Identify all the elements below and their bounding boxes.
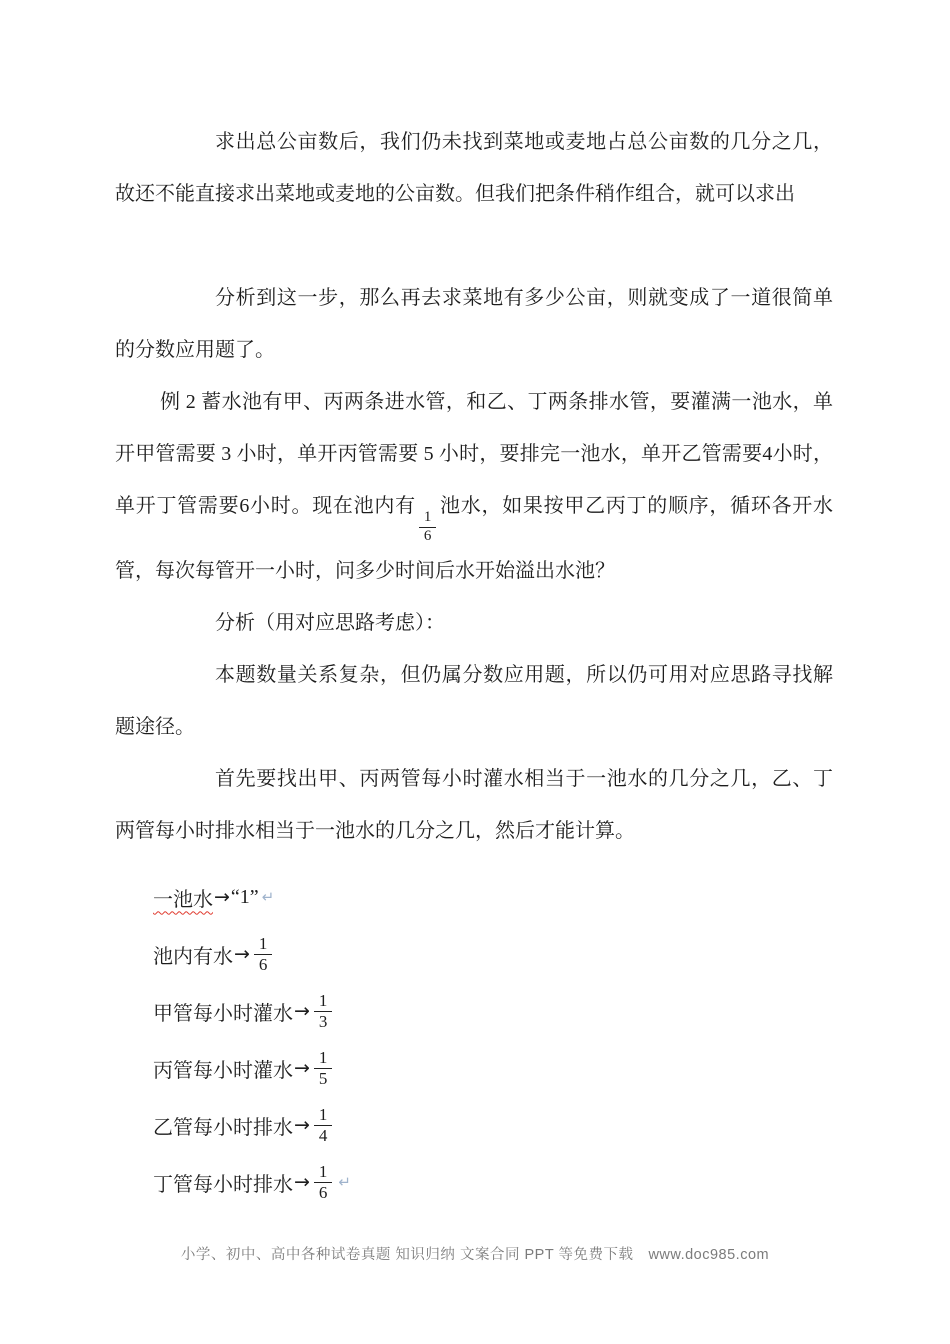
fraction-denominator: 4 — [318, 1125, 328, 1145]
list-item-label: 甲管每小时灌水 — [153, 1002, 293, 1025]
paragraph-analysis-label: 分析（用对应思路考虑）： — [215, 611, 445, 634]
fraction-denominator: 6 — [318, 1182, 328, 1202]
fraction-numerator: 1 — [314, 1106, 333, 1126]
paragraph-complex-note: 本题数量关系复杂，但仍属分数应用题，所以仍可用对应思路寻找解题途径。 — [115, 663, 833, 738]
fraction — [314, 992, 333, 1031]
fraction-denominator: 6 — [258, 954, 268, 974]
paragraph-intro: 求出总公亩数后，我们仍未找到菜地或麦地占总公亩数的几分之几，故还不能直接求出菜地或麦地的公亩数。但我们把条件稍作组合，就可以求出 — [115, 131, 833, 205]
return-mark-icon: ↵ — [338, 1173, 351, 1191]
fraction-numerator: 1 — [314, 992, 333, 1012]
arrow-icon: → — [294, 1057, 310, 1079]
fraction — [314, 1106, 333, 1145]
list-item-label: 丁管每小时排水 — [153, 1173, 293, 1196]
arrow-icon: → — [294, 1000, 310, 1022]
list-item-value: “1” — [230, 885, 259, 908]
list-item-label: 乙管每小时排水 — [153, 1116, 293, 1139]
fraction-denominator: 3 — [318, 1011, 328, 1031]
list-item — [153, 1154, 833, 1211]
fraction-one-sixth — [419, 510, 437, 545]
list-item — [153, 1097, 833, 1154]
fraction-numerator: 1 — [314, 1163, 333, 1183]
fraction-numerator: 1 — [419, 510, 437, 528]
arrow-icon: → — [294, 1114, 310, 1136]
list-item — [153, 869, 833, 926]
fraction — [314, 1049, 333, 1088]
fraction — [314, 1163, 333, 1202]
fraction — [254, 935, 273, 974]
paragraph-text: 池水，如果按甲乙丙丁的顺序，循环各开水管，每次每管开一小时，问多少时间后水开始溢出水池？ — [115, 495, 834, 582]
arrow-icon: → — [294, 1171, 310, 1193]
fraction-numerator: 1 — [254, 935, 273, 955]
list-item — [153, 926, 833, 983]
paragraph-analysis-step: 分析到这一步，那么再去求菜地有多少公亩，则就变成了一道很简单的分数应用题了。 — [115, 287, 833, 361]
fraction-denominator: 6 — [423, 527, 432, 544]
mapping-list — [115, 869, 833, 1211]
paragraph-first-find: 首先要找出甲、丙两管每小时灌水相当于一池水的几分之几，乙、丁两管每小时排水相当于一池水的几分之几，然后才能计算。 — [115, 767, 833, 842]
fraction-numerator: 1 — [314, 1049, 333, 1069]
page-footer: 小学、初中、高中各种试卷真题 知识归纳 文案合同 PPT 等免费下载 www.doc985.com — [180, 1247, 770, 1263]
list-item — [153, 983, 833, 1040]
arrow-icon: → — [234, 943, 250, 965]
paragraph-text: 例 2 蓄水池有甲、丙两条进水管，和乙、丁两条排水管，要灌满一池水，单开甲管需要 3 小时，单开丙管需要 5 小时，要排完一池水，单开乙管需要4小时，单开丁管需要6小时。现在池内有 — [115, 391, 833, 517]
paragraph-example-2 — [115, 376, 833, 597]
return-mark-icon: ↵ — [261, 888, 275, 906]
fraction-denominator: 5 — [318, 1068, 328, 1088]
list-item-label: 池内有水 — [153, 945, 233, 968]
list-item — [153, 1040, 833, 1097]
list-item-label: 丙管每小时灌水 — [153, 1059, 293, 1082]
list-item-label: 一池水 — [153, 888, 213, 911]
arrow-icon: → — [214, 886, 230, 908]
